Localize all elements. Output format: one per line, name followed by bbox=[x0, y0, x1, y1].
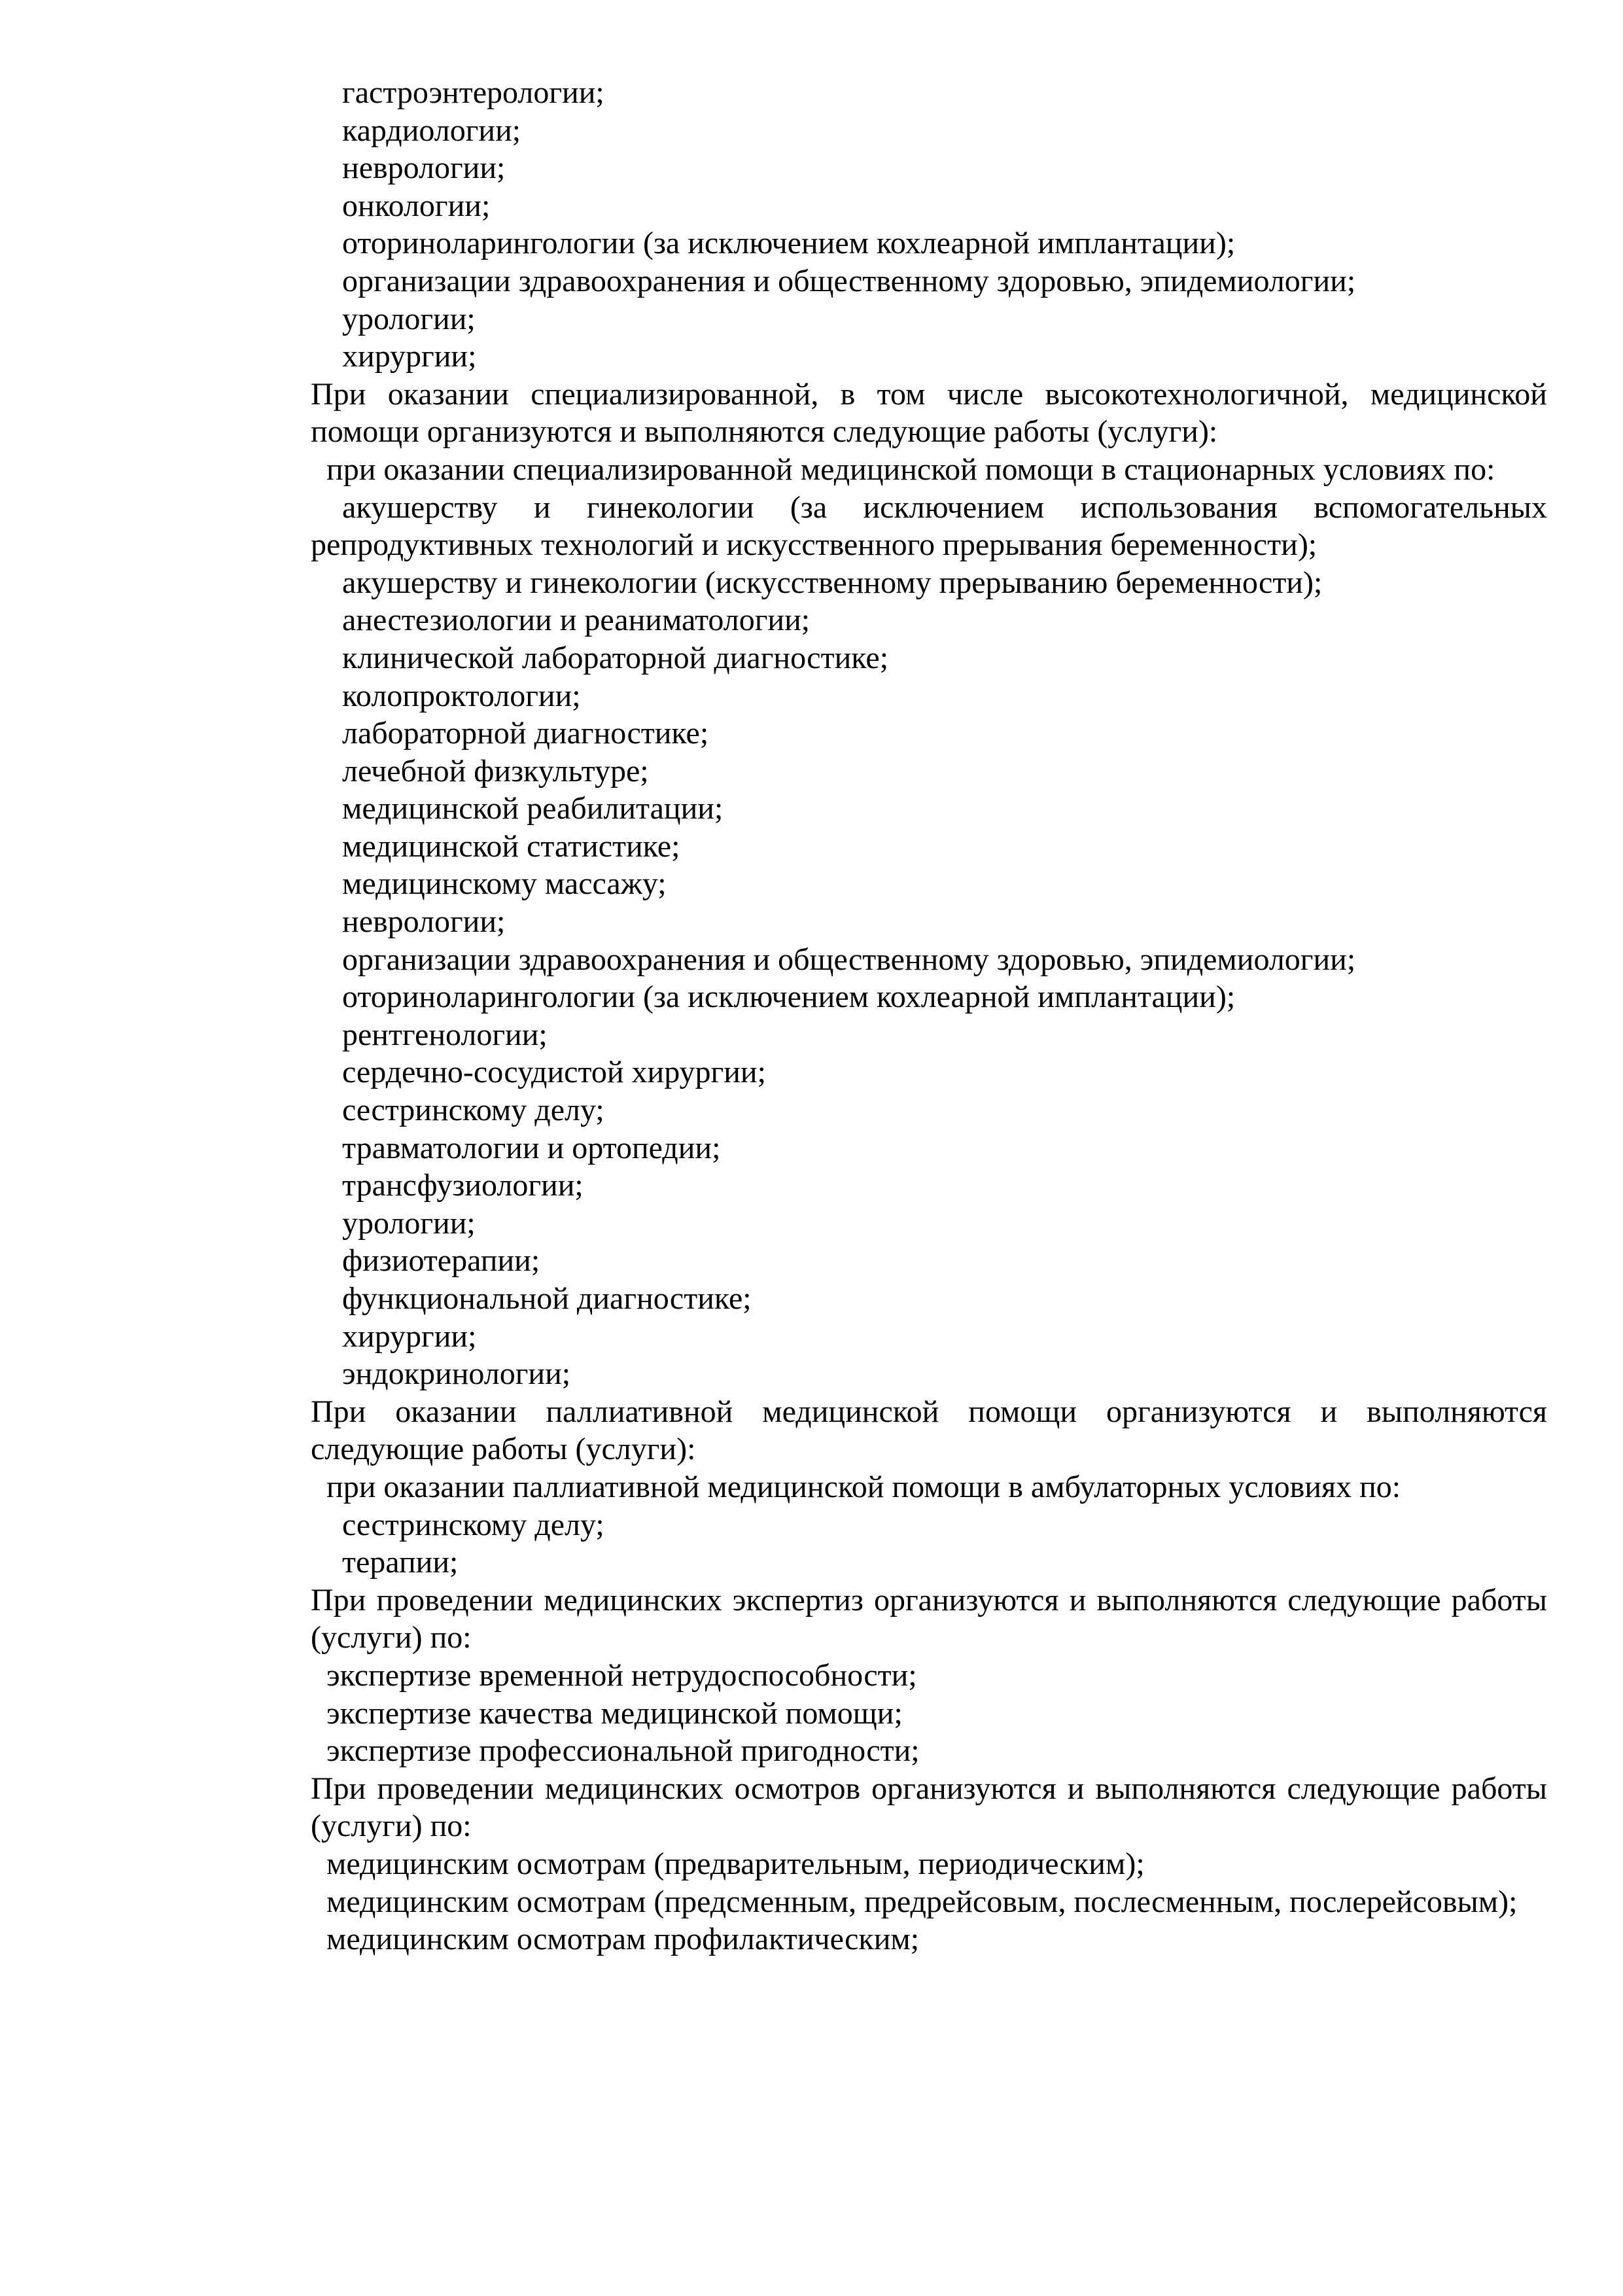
list-item: медицинской статистике; bbox=[342, 828, 680, 864]
sub-heading: при оказании специализированной медицинской помощи в стационарных условиях по: bbox=[326, 451, 1495, 487]
list-item: неврологии; bbox=[342, 904, 506, 940]
section-paragraph: При оказании паллиативной медицинской помощи организуются и выполняются следующие работы (услуги): bbox=[311, 1394, 1547, 1467]
list-item: акушерству и гинекологии (искусственному прерыванию беременности); bbox=[342, 565, 1323, 600]
list-item: анестезиологии и реаниматологии; bbox=[342, 603, 811, 638]
list-item: оториноларингологии (за исключением кохлеарной имплантации); bbox=[342, 980, 1236, 1015]
list-item: терапии; bbox=[342, 1545, 459, 1580]
list-item: организации здравоохранения и общественному здоровью, эпидемиологии; bbox=[342, 942, 1356, 977]
sub-heading: экспертизе временной нетрудоспособности; bbox=[326, 1657, 917, 1693]
list-item: лабораторной диагностике; bbox=[342, 716, 709, 751]
section-paragraph: При проведении медицинских осмотров организуются и выполняются следующие работы (услуги) по: bbox=[311, 1771, 1547, 1844]
sub-heading: при оказании паллиативной медицинской помощи в амбулаторных условиях по: bbox=[326, 1469, 1401, 1504]
list-item: сестринскому делу; bbox=[342, 1093, 604, 1128]
sub-heading: медицинским осмотрам профилактическим; bbox=[326, 1922, 920, 1957]
list-item: организации здравоохранения и общественному здоровью, эпидемиологии; bbox=[342, 263, 1356, 298]
list-item: кардиологии; bbox=[342, 113, 521, 148]
list-item: неврологии; bbox=[342, 150, 506, 186]
list-item: сердечно-сосудистой хирургии; bbox=[342, 1055, 766, 1090]
list-item: хирургии; bbox=[342, 339, 477, 374]
list-item: трансфузиологии; bbox=[342, 1168, 584, 1203]
list-item: акушерству и гинекологии (за исключением использования вспомогательных репродуктивных технологий и искусственного прерывания беременности); bbox=[311, 489, 1547, 563]
sub-heading: экспертизе качества медицинской помощи; bbox=[326, 1695, 903, 1731]
list-item: эндокринологии; bbox=[342, 1356, 571, 1392]
sub-heading: медицинским осмотрам (предсменным, предрейсовым, послесменным, послерейсовым); bbox=[326, 1884, 1518, 1919]
list-item: хирургии; bbox=[342, 1318, 477, 1354]
section-paragraph: При оказании специализированной, в том числе высокотехнологичной, медицинской помощи организуются и выполняются следующие работы (услуги): bbox=[311, 376, 1547, 450]
section-paragraph: При проведении медицинских экспертиз организуются и выполняются следующие работы (услуги) по: bbox=[311, 1582, 1547, 1655]
list-item: лечебной физкультуре; bbox=[342, 753, 649, 788]
sub-heading: медицинским осмотрам (предварительным, периодическим); bbox=[326, 1846, 1145, 1881]
list-item: колопроктологии; bbox=[342, 678, 581, 713]
list-item: гастроэнтерологии; bbox=[342, 75, 604, 110]
list-item: функциональной диагностике; bbox=[342, 1281, 752, 1316]
sub-heading: экспертизе профессиональной пригодности; bbox=[326, 1733, 920, 1769]
list-item: онкологии; bbox=[342, 188, 491, 223]
list-item: урологии; bbox=[342, 1205, 476, 1241]
list-item: оториноларингологии (за исключением кохлеарной имплантации); bbox=[342, 226, 1236, 261]
list-item: медицинскому массажу; bbox=[342, 866, 667, 902]
list-item: рентгенологии; bbox=[342, 1017, 548, 1052]
document-body bbox=[311, 74, 1547, 1958]
list-item: клинической лабораторной диагностике; bbox=[342, 640, 889, 675]
list-item: медицинской реабилитации; bbox=[342, 791, 724, 826]
list-item: физиотерапии; bbox=[342, 1243, 540, 1279]
list-item: сестринскому делу; bbox=[342, 1507, 604, 1542]
list-item: травматологии и ортопедии; bbox=[342, 1130, 721, 1165]
list-item: урологии; bbox=[342, 301, 476, 336]
